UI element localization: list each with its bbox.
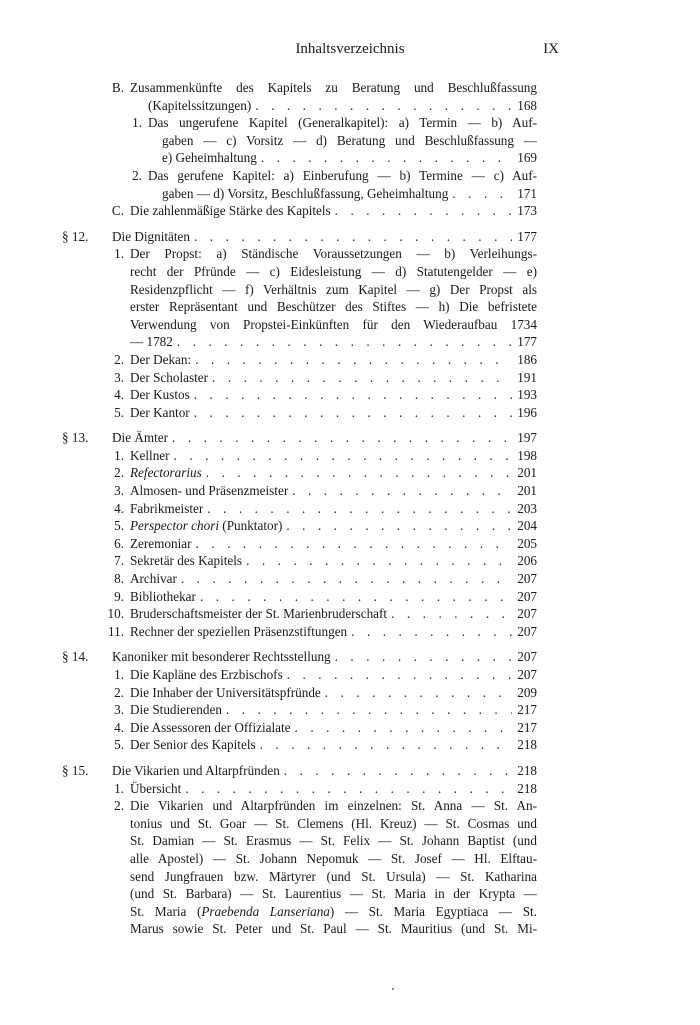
- dot-leader: [190, 228, 512, 246]
- dot-leader: [203, 500, 512, 518]
- toc-entry: [62, 535, 537, 553]
- entry-title-line: Marus sowie St. Peter und St. Paul — St. Mauritius (und St. Mi-: [130, 921, 537, 937]
- section-number: § 12.: [62, 228, 89, 244]
- entry-title: Fabrikmeister: [130, 500, 204, 516]
- entry-page: 173: [517, 203, 537, 219]
- dot-leader: [331, 202, 512, 220]
- toc-entry: [62, 429, 537, 447]
- entry-page: 197: [517, 430, 537, 446]
- dot-leader: [291, 719, 512, 737]
- running-header: [0, 41, 700, 61]
- entry-number: 10.: [107, 606, 124, 622]
- entry-title: Die Dignitäten: [112, 228, 191, 244]
- dot-leader: [331, 648, 512, 666]
- entry-title: Bibliothekar: [130, 588, 196, 604]
- entry-page: 207: [517, 667, 537, 682]
- running-title: Inhaltsverzeichnis: [295, 41, 405, 57]
- entry-page: 169: [517, 150, 537, 166]
- entry-page: 207: [517, 571, 537, 587]
- entry-page: 217: [517, 702, 537, 718]
- entry-page: 207: [517, 623, 537, 639]
- entry-title-line: tonius und St. Goar — St. Clemens (Hl. Kreuz) — St. Cosmas und: [130, 815, 537, 831]
- entry-page: 206: [517, 553, 537, 569]
- entry-page: 201: [517, 483, 537, 499]
- entry-page: 204: [517, 518, 537, 534]
- entry-title: Die Studierenden: [130, 702, 222, 718]
- entry-page: 207: [517, 588, 537, 604]
- entry-title: e) Geheimhaltung: [162, 150, 257, 166]
- toc-entry: [62, 79, 537, 114]
- toc-entry: [62, 517, 537, 535]
- dot-leader: [170, 447, 512, 465]
- toc-entry: [62, 762, 537, 780]
- toc-entry: [62, 245, 537, 351]
- entry-number: 4.: [114, 719, 124, 735]
- entry-title-line: St. Maria (Praebenda Lanseriana) — St. Maria Egyptiaca — St.: [130, 903, 537, 919]
- dot-leader: [181, 780, 512, 798]
- entry-title: Zeremoniar: [130, 535, 192, 551]
- entry-page: 201: [517, 465, 537, 481]
- entry-number: 4.: [114, 387, 124, 403]
- entry-title-line: Das gerufene Kapitel: a) Einberufung — b) Termine — c) Auf-: [148, 167, 537, 183]
- entry-page: 218: [517, 780, 537, 796]
- entry-number: B.: [111, 80, 124, 95]
- dot-leader: [196, 588, 512, 606]
- dot-leader: [192, 535, 512, 553]
- entry-title: Die zahlenmäßige Stärke des Kapitels: [130, 203, 331, 219]
- entry-title-line: Residenzpflicht — f) Verhältnis zum Kapitel — g) Der Propst als: [130, 281, 537, 297]
- entry-title: Archivar: [130, 571, 177, 587]
- entry-page: 218: [517, 737, 537, 753]
- entry-page: 203: [517, 500, 537, 516]
- entry-title-line: St. Damian — St. Erasmus — St. Felix — St. Johann Baptist (und: [130, 833, 537, 849]
- entry-number: 5.: [114, 518, 124, 534]
- entry-number: 8.: [114, 571, 124, 587]
- entry-title-line: Der Propst: a) Ständische Voraussetzungen — b) Verleihungs-: [130, 246, 537, 262]
- toc-entry: [62, 570, 537, 588]
- section-number: § 13.: [62, 430, 89, 446]
- dot-leader: [202, 464, 512, 482]
- entry-number: 3.: [114, 483, 124, 499]
- entry-title: (Kapitelssitzungen): [148, 97, 252, 113]
- toc-entry: [62, 736, 537, 754]
- entry-title: Kanoniker mit besonderer Rechtsstellung: [112, 649, 331, 665]
- entry-title-line: Das ungerufene Kapitel (Generalkapitel): a) Termin — b) Auf-: [148, 115, 537, 131]
- entry-title: Refectorarius: [130, 465, 202, 481]
- entry-page: 168: [517, 97, 537, 113]
- entry-page: 205: [517, 535, 537, 551]
- toc-entry: [62, 666, 537, 684]
- section-number: § 14.: [62, 649, 89, 665]
- dot-leader: [177, 570, 512, 588]
- toc-entry: [62, 605, 537, 623]
- entry-page: 186: [517, 351, 537, 367]
- entry-title: Der Scholaster: [130, 369, 208, 385]
- entry-number: 4.: [114, 500, 124, 516]
- entry-title-line: recht der Pfründe — c) Eidesleistung — d) Statutengelder — e): [130, 263, 537, 279]
- entry-title-line: send Jungfrauen bzw. Märtyrer (und St. Ursula) — St. Katharina: [130, 868, 537, 884]
- entry-title: Die Vikarien und Altarpfründen: [112, 762, 280, 778]
- entry-title-line: Zusammenkünfte des Kapitels zu Beratung und Beschlußfassung: [130, 80, 537, 95]
- entry-number: 2.: [114, 351, 124, 367]
- dot-leader: [222, 701, 512, 719]
- entry-title: Almosen- und Präsenzmeister: [130, 483, 289, 499]
- dot-leader: [242, 552, 512, 570]
- entry-number: 1.: [114, 447, 124, 463]
- entry-title: Die Ämter: [112, 430, 169, 446]
- entry-title: Der Dekan:: [130, 351, 192, 367]
- entry-title-line: (und St. Barbara) — St. Laurentius — St. Maria in der Krypta —: [130, 886, 537, 902]
- dot-leader: [256, 736, 512, 754]
- toc-entry: [62, 482, 537, 500]
- entry-number: 7.: [114, 553, 124, 569]
- entry-title-line: Die Vikarien und Altarpfründen im einzelnen: St. Anna — St. An-: [130, 798, 537, 814]
- toc-entry: [62, 588, 537, 606]
- entry-page: 198: [517, 447, 537, 463]
- toc-entry: [62, 552, 537, 570]
- entry-number: 3.: [114, 702, 124, 718]
- toc-entry: [62, 780, 537, 798]
- entry-title: Der Kantor: [130, 404, 190, 420]
- toc-entry: [62, 447, 537, 465]
- toc-entry: [62, 623, 537, 641]
- entry-number: 2.: [114, 798, 124, 814]
- entry-title: Der Kustos: [130, 387, 190, 403]
- entry-number: 2.: [114, 684, 124, 700]
- toc-entry: [62, 404, 537, 422]
- entry-number: 1.: [114, 667, 124, 682]
- entry-number: C.: [111, 203, 124, 219]
- entry-title: Kellner: [130, 447, 170, 463]
- entry-page: 217: [517, 719, 537, 735]
- entry-title: Übersicht: [130, 780, 182, 796]
- dot-leader: [168, 429, 512, 447]
- entry-page: 191: [517, 369, 537, 385]
- toc-entry: [62, 228, 537, 246]
- dot-leader: [191, 351, 512, 369]
- dot-leader: [257, 149, 512, 167]
- toc-entry: [62, 114, 537, 167]
- toc-entry: [62, 202, 537, 220]
- entry-number: 1.: [132, 115, 142, 131]
- dot-leader: [251, 97, 512, 115]
- page-number: IX: [543, 41, 559, 57]
- toc-entry: [62, 369, 537, 387]
- entry-number: 11.: [108, 623, 124, 639]
- entry-number: 5.: [114, 737, 124, 753]
- dot-leader: [282, 517, 512, 535]
- toc-entry: [62, 386, 537, 404]
- entry-title: Die Assessoren der Offizialate: [130, 719, 291, 735]
- toc-entry: [62, 648, 537, 666]
- entry-number: 3.: [114, 369, 124, 385]
- entry-number: 9.: [114, 588, 124, 604]
- entry-number: 1.: [114, 246, 124, 262]
- entry-number: 5.: [114, 404, 124, 420]
- dot-leader: [288, 482, 512, 500]
- dot-leader: [208, 369, 512, 387]
- entry-page: 207: [517, 649, 537, 665]
- dot-leader: [190, 386, 512, 404]
- dot-leader: [347, 623, 512, 641]
- entry-page: 196: [517, 404, 537, 420]
- dot-leader: [387, 605, 512, 623]
- entry-page: 209: [517, 684, 537, 700]
- dot-leader: [173, 333, 512, 351]
- toc-entry: [62, 464, 537, 482]
- dot-leader: [321, 684, 512, 702]
- toc-entry: [62, 500, 537, 518]
- entry-title: Rechner der speziellen Präsenzstiftungen: [130, 623, 348, 639]
- entry-number: 2.: [114, 465, 124, 481]
- table-of-contents: [62, 79, 537, 938]
- entry-title: Die Inhaber der Universitätspfründe: [130, 684, 321, 700]
- toc-entry: [62, 797, 537, 938]
- dot-leader: [280, 762, 512, 780]
- entry-number: 1.: [114, 780, 124, 796]
- toc-entry: [62, 719, 537, 737]
- toc-entry: [62, 351, 537, 369]
- entry-page: 177: [517, 334, 537, 350]
- entry-number: 2.: [132, 167, 142, 183]
- entry-title: — 1782: [130, 334, 173, 350]
- entry-title: Die Kapläne des Erzbischofs: [130, 667, 283, 682]
- section-number: § 15.: [62, 762, 89, 778]
- entry-page: 218: [517, 762, 537, 778]
- entry-title: gaben — d) Vorsitz, Beschlußfassung, Geheimhaltung: [162, 185, 449, 201]
- toc-entry: [62, 167, 537, 202]
- entry-title-line: gaben — c) Vorsitz — d) Beratung und Beschlußfassung —: [162, 132, 537, 148]
- entry-number: 6.: [114, 535, 124, 551]
- entry-title: Perspector chori (Punktator): [130, 518, 283, 534]
- entry-title: Sekretär des Kapitels: [130, 553, 243, 569]
- print-speck: [392, 988, 394, 990]
- entry-title-line: Verwendung von Propstei-Einkünften für den Wiederaufbau 1734: [130, 316, 537, 332]
- entry-title-line: alle Apostel) — St. Johann Nepomuk — St. Josef — Hl. Elftau-: [130, 850, 537, 866]
- dot-leader: [190, 404, 512, 422]
- entry-title: Bruderschaftsmeister der St. Marienbruderschaft: [130, 606, 388, 622]
- entry-page: 207: [517, 606, 537, 622]
- toc-entry: [62, 701, 537, 719]
- dot-leader: [283, 666, 512, 684]
- dot-leader: [448, 185, 512, 203]
- entry-page: 193: [517, 387, 537, 403]
- entry-title-line: erster Repräsentant und Beschützer des Stiftes — h) Die befristete: [130, 299, 537, 315]
- entry-page: 171: [517, 185, 537, 201]
- toc-entry: [62, 684, 537, 702]
- entry-page: 177: [517, 228, 537, 244]
- entry-title: Der Senior des Kapitels: [130, 737, 256, 753]
